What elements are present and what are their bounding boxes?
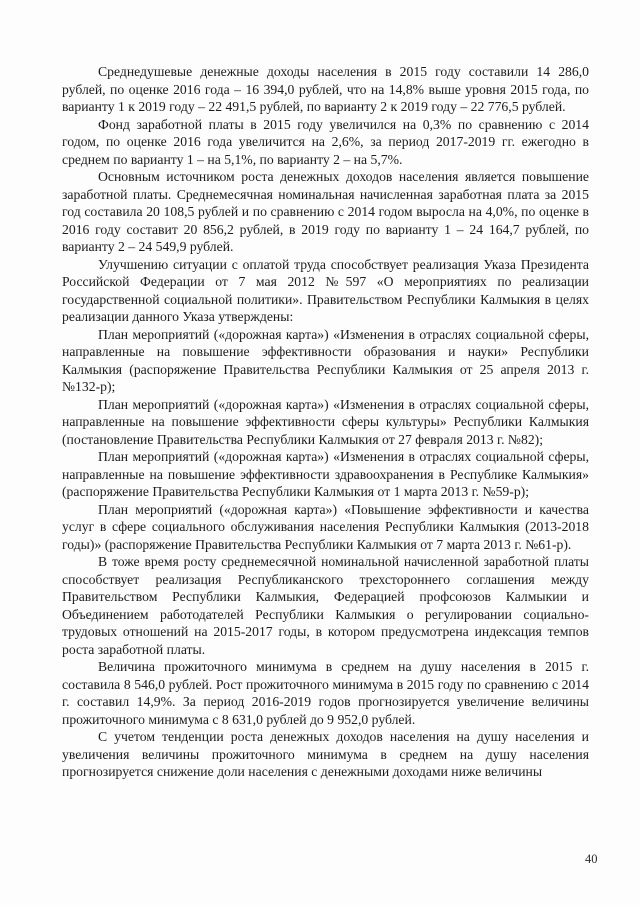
- paragraph-roadmap-education: План мероприятий («дорожная карта») «Изменения в отраслях социальной сферы, направленные на повышение эффективности образования и науки» Республики Калмыкия (распоряжение Правительства Республики Калмыкия от 25 апреля 2013 г. №132-р);: [62, 326, 589, 394]
- paragraph-roadmap-social-services: План мероприятий («дорожная карта») «Повышение эффективности и качества услуг в сфере социального обслуживания населения Республики Калмыкия (2013-2018 годы)» (распоряжение Правительства Республики Калмыкия от 7 марта 2013 г. №61-р).: [62, 501, 589, 552]
- paragraph-roadmap-health: План мероприятий («дорожная карта») «Изменения в отраслях социальной сферы, направленные на повышение эффективности здравоохранения в Республике Калмыкия» (распоряжение Правительства Республики Калмыкия от 1 марта 2013 г. №59-р);: [62, 449, 589, 499]
- paragraph-income: Среднедушевые денежные доходы населения в 2015 году составили 14 286,0 рублей, по оценке 2016 года – 16 394,0 рублей, что на 14,8% выше уровня 2015 года, по варианту 1 к 2019 году – 22 491,5 рублей, по варианту 2 к 2019 году – 22 776,5 рублей.: [62, 64, 589, 114]
- paragraph-tripartite-agreement: В тоже время росту среднемесячной номинальной начисленной заработной платы способствует реализация Республиканского трехстороннего соглашения между Правительством Республики Калмыкия, Федерацией профсоюзов Калмыкии и Объединением работодателей Республики Калмыкия о регулировании социально-трудовых отношений на 2015-2017 годы, в котором предусмотрена индексация темпов роста заработной платы.: [62, 554, 589, 657]
- paragraph-forecast: С учетом тенденции роста денежных доходов населения на душу населения и увеличения величины прожиточного минимума в среднем на душу населения прогнозируется снижение доли населения с денежными доходами ниже величины: [62, 729, 589, 779]
- page-number: 40: [585, 852, 598, 866]
- document-body: [62, 63, 589, 781]
- paragraph-subsistence-minimum: Величина прожиточного минимума в среднем на душу населения в 2015 г. составила 8 546,0 рублей. Рост прожиточного минимума в 2015 году по сравнению с 2014 г. составил 14,9%. За период 2016-2019 годов прогнозируется увеличение величины прожиточного минимума с 8 631,0 рублей до 9 952,0 рублей.: [62, 659, 589, 727]
- paragraph-roadmap-culture: План мероприятий («дорожная карта») «Изменения в отраслях социальной сферы, направленные на повышение эффективности сферы культуры» Республики Калмыкия (постановление Правительства Республики Калмыкия от 27 февраля 2013 г. №82);: [62, 396, 589, 447]
- paragraph-average-wage: Основным источником роста денежных доходов населения является повышение заработной платы. Среднемесячная номинальная начисленная заработная плата за 2015 год составила 20 108,5 рублей и по сравнению с 2014 годом выросла на 4,0%, по оценке в 2016 году составит 20 856,2 рублей, в 2019 году по варианту 1 – 24 164,7 рублей, по варианту 2 – 24 549,9 рублей.: [62, 169, 589, 254]
- paragraph-wage-fund: Фонд заработной платы в 2015 году увеличился на 0,3% по сравнению с 2014 годом, по оценке 2016 года увеличится на 2,6%, за период 2017-2019 гг. ежегодно в среднем по варианту 1 – на 5,1%, по варианту 2 – на 5,7%.: [62, 116, 589, 167]
- paragraph-decree: Улучшению ситуации с оплатой труда способствует реализация Указа Президента Российской Федерации от 7 мая 2012 №597 «О мероприятиях по реализации государственной социальной политики». Правительством Республики Калмыкия в целях реализации данного Указа утверждены:: [62, 256, 589, 324]
